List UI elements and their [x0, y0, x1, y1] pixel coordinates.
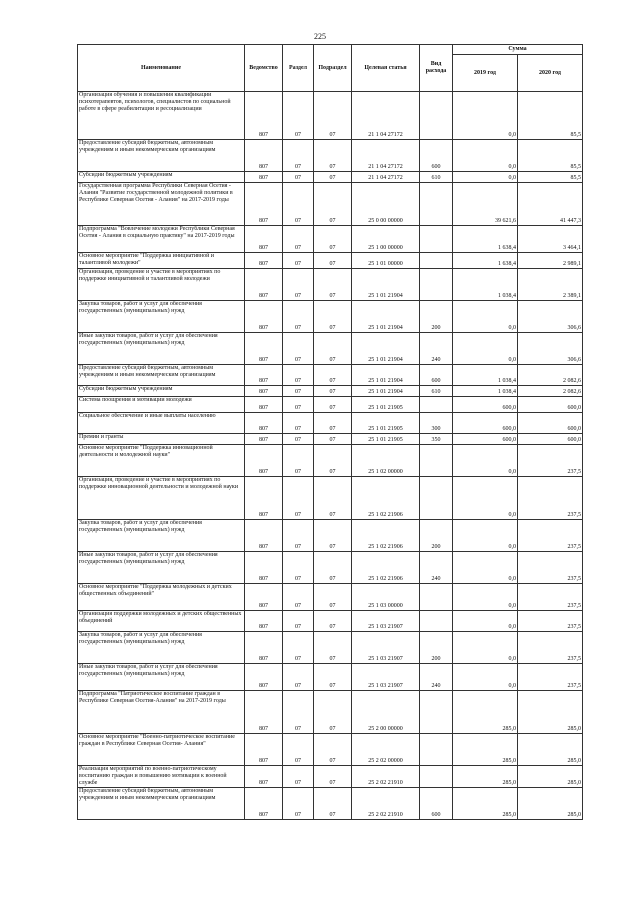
- row-section: 07: [283, 140, 314, 172]
- row-type: 600: [420, 140, 453, 172]
- row-2019: 600,0: [453, 413, 518, 434]
- row-subsection: 07: [314, 183, 352, 226]
- header-sum: Сумма: [453, 45, 583, 55]
- row-dept: 807: [245, 386, 283, 397]
- table-row: [78, 632, 583, 664]
- row-name: Субсидии бюджетным учреждениям: [78, 172, 245, 183]
- row-dept: 807: [245, 477, 283, 520]
- row-section: 07: [283, 397, 314, 413]
- row-subsection: 07: [314, 520, 352, 552]
- row-type: [420, 253, 453, 269]
- row-target: 25 2 02 21910: [352, 788, 420, 820]
- row-2020: 2 082,6: [518, 386, 583, 397]
- row-dept: 807: [245, 788, 283, 820]
- row-2019: 0,0: [453, 333, 518, 365]
- row-name: Организация обучения и повышения квалификации психотерапевтов, психологов, специалистов по социальной работе в сфере реабилитации и ресоциализации: [78, 92, 245, 140]
- row-name: Премии и гранты: [78, 434, 245, 445]
- row-type: [420, 584, 453, 611]
- row-2019: 0,0: [453, 664, 518, 691]
- row-name: Подпрограмма "Патриотическое воспитание граждан в Республике Северная Осетия-Алания" на 2017-2019 годы: [78, 691, 245, 734]
- page-number: 225: [314, 32, 326, 41]
- row-target: 21 1 04 27172: [352, 140, 420, 172]
- row-type: 600: [420, 365, 453, 386]
- row-name: Иные закупки товаров, работ и услуг для обеспечения государственных (муниципальных) нужд: [78, 552, 245, 584]
- table-row: [78, 611, 583, 632]
- row-type: [420, 183, 453, 226]
- row-target: 25 1 01 21904: [352, 269, 420, 301]
- row-dept: 807: [245, 172, 283, 183]
- row-section: 07: [283, 253, 314, 269]
- row-dept: 807: [245, 333, 283, 365]
- row-section: 07: [283, 520, 314, 552]
- row-name: Основное мероприятие "Поддержка молодежных и детских общественных объединений": [78, 584, 245, 611]
- row-dept: 807: [245, 397, 283, 413]
- row-type: [420, 397, 453, 413]
- row-type: 350: [420, 434, 453, 445]
- header-2020: 2020 год: [518, 55, 583, 92]
- row-2020: 285,0: [518, 766, 583, 788]
- table-row: [78, 445, 583, 477]
- row-section: 07: [283, 386, 314, 397]
- table-row: [78, 140, 583, 172]
- table-row: [78, 766, 583, 788]
- row-2019: 0,0: [453, 92, 518, 140]
- row-2020: 237,5: [518, 520, 583, 552]
- row-type: [420, 445, 453, 477]
- row-dept: 807: [245, 584, 283, 611]
- row-section: 07: [283, 434, 314, 445]
- row-target: 25 1 03 00000: [352, 584, 420, 611]
- table-row: [78, 92, 583, 140]
- row-section: 07: [283, 333, 314, 365]
- table-row: [78, 477, 583, 520]
- table-row: [78, 664, 583, 691]
- row-subsection: 07: [314, 269, 352, 301]
- row-dept: 807: [245, 92, 283, 140]
- row-type: 600: [420, 788, 453, 820]
- row-type: 200: [420, 632, 453, 664]
- table-row: [78, 269, 583, 301]
- row-target: 25 1 00 00000: [352, 226, 420, 253]
- row-subsection: 07: [314, 253, 352, 269]
- table-row: [78, 434, 583, 445]
- row-2020: 285,0: [518, 734, 583, 766]
- budget-table: [77, 44, 583, 820]
- row-2020: 2 082,6: [518, 365, 583, 386]
- row-2020: 237,5: [518, 664, 583, 691]
- row-name: Закупка товаров, работ и услуг для обеспечения государственных (муниципальных) нужд: [78, 520, 245, 552]
- row-2020: 2 389,1: [518, 269, 583, 301]
- row-2020: 3 464,1: [518, 226, 583, 253]
- row-2019: 1 038,4: [453, 386, 518, 397]
- row-2020: 285,0: [518, 691, 583, 734]
- row-2019: 1 638,4: [453, 253, 518, 269]
- row-dept: 807: [245, 766, 283, 788]
- row-name: Закупка товаров, работ и услуг для обеспечения государственных (муниципальных) нужд: [78, 632, 245, 664]
- row-2020: 85,5: [518, 172, 583, 183]
- row-2020: 237,5: [518, 445, 583, 477]
- row-target: 25 1 03 21907: [352, 632, 420, 664]
- table-row: [78, 397, 583, 413]
- row-2019: 285,0: [453, 766, 518, 788]
- row-subsection: 07: [314, 413, 352, 434]
- row-section: 07: [283, 611, 314, 632]
- row-subsection: 07: [314, 172, 352, 183]
- row-subsection: 07: [314, 734, 352, 766]
- table-row: [78, 413, 583, 434]
- row-dept: 807: [245, 611, 283, 632]
- row-name: Предоставление субсидий бюджетным, автономным учреждениям и иным некоммерческим организациям: [78, 788, 245, 820]
- table-row: [78, 691, 583, 734]
- row-name: Предоставление субсидий бюджетным, автономным учреждениям и иным некоммерческим организациям: [78, 365, 245, 386]
- row-type: 200: [420, 301, 453, 333]
- row-subsection: 07: [314, 365, 352, 386]
- table-row: [78, 333, 583, 365]
- table-row: [78, 584, 583, 611]
- row-target: 25 1 01 21904: [352, 333, 420, 365]
- row-dept: 807: [245, 734, 283, 766]
- header-target: Целевая статья: [352, 45, 420, 92]
- row-dept: 807: [245, 365, 283, 386]
- row-dept: 807: [245, 269, 283, 301]
- row-type: [420, 766, 453, 788]
- row-2019: 0,0: [453, 632, 518, 664]
- row-2020: 2 989,1: [518, 253, 583, 269]
- row-section: 07: [283, 584, 314, 611]
- row-section: 07: [283, 552, 314, 584]
- table-row: [78, 552, 583, 584]
- row-name: Социальное обеспечение и иные выплаты населению: [78, 413, 245, 434]
- row-name: Основное мероприятие "Военно-патриотическое воспитание граждан в Республике Северная Осетия- Алания": [78, 734, 245, 766]
- row-section: 07: [283, 691, 314, 734]
- table-row: [78, 226, 583, 253]
- row-subsection: 07: [314, 301, 352, 333]
- row-2019: 285,0: [453, 734, 518, 766]
- row-target: 25 1 01 21904: [352, 365, 420, 386]
- row-section: 07: [283, 413, 314, 434]
- row-target: 25 1 02 00000: [352, 445, 420, 477]
- row-target: 25 1 01 21904: [352, 386, 420, 397]
- row-2020: 600,0: [518, 397, 583, 413]
- row-2019: 0,0: [453, 445, 518, 477]
- row-type: 200: [420, 520, 453, 552]
- row-2019: 285,0: [453, 788, 518, 820]
- row-dept: 807: [245, 445, 283, 477]
- row-2019: 0,0: [453, 172, 518, 183]
- table-row: [78, 788, 583, 820]
- table-header: [78, 45, 583, 92]
- row-2020: 306,6: [518, 333, 583, 365]
- table-row: [78, 172, 583, 183]
- row-2020: 85,5: [518, 92, 583, 140]
- row-section: 07: [283, 445, 314, 477]
- row-name: Реализация мероприятий по военно-патриотическому воспитанию граждан и повышению мотивации к военной службе: [78, 766, 245, 788]
- row-section: 07: [283, 226, 314, 253]
- row-subsection: 07: [314, 691, 352, 734]
- row-dept: 807: [245, 183, 283, 226]
- table-row: [78, 253, 583, 269]
- table-row: [78, 365, 583, 386]
- row-name: Предоставление субсидий бюджетным, автономным учреждениям и иным некоммерческим организациям: [78, 140, 245, 172]
- row-name: Основное мероприятие "Поддержка инициативной и талантливой молодежи": [78, 253, 245, 269]
- row-subsection: 07: [314, 333, 352, 365]
- row-dept: 807: [245, 226, 283, 253]
- row-target: 25 1 02 21906: [352, 552, 420, 584]
- row-name: Подпрограмма "Вовлечение молодежи Республики Северная Осетия - Алания в социальную практику" на 2017-2019 годы: [78, 226, 245, 253]
- row-2019: 1 038,4: [453, 269, 518, 301]
- row-dept: 807: [245, 413, 283, 434]
- row-type: 240: [420, 333, 453, 365]
- row-target: 25 1 02 21906: [352, 477, 420, 520]
- header-2019: 2019 год: [453, 55, 518, 92]
- row-2020: 237,5: [518, 611, 583, 632]
- row-2019: 1 638,4: [453, 226, 518, 253]
- row-type: 240: [420, 552, 453, 584]
- row-dept: 807: [245, 253, 283, 269]
- row-section: 07: [283, 766, 314, 788]
- row-target: 25 1 01 00000: [352, 253, 420, 269]
- row-target: 25 2 02 00000: [352, 734, 420, 766]
- row-subsection: 07: [314, 140, 352, 172]
- row-subsection: 07: [314, 92, 352, 140]
- row-section: 07: [283, 172, 314, 183]
- row-2019: 600,0: [453, 397, 518, 413]
- row-2019: 0,0: [453, 611, 518, 632]
- row-type: 610: [420, 386, 453, 397]
- row-target: 25 1 03 21907: [352, 611, 420, 632]
- row-section: 07: [283, 365, 314, 386]
- row-target: 25 2 02 21910: [352, 766, 420, 788]
- row-subsection: 07: [314, 664, 352, 691]
- row-name: Система поощрения и мотивации молодежи: [78, 397, 245, 413]
- row-dept: 807: [245, 140, 283, 172]
- row-subsection: 07: [314, 766, 352, 788]
- row-2020: 306,6: [518, 301, 583, 333]
- row-section: 07: [283, 301, 314, 333]
- row-subsection: 07: [314, 788, 352, 820]
- table-row: [78, 386, 583, 397]
- row-type: [420, 226, 453, 253]
- row-target: 21 1 04 27172: [352, 172, 420, 183]
- row-section: 07: [283, 92, 314, 140]
- row-target: 25 1 01 21905: [352, 413, 420, 434]
- row-subsection: 07: [314, 434, 352, 445]
- row-subsection: 07: [314, 445, 352, 477]
- row-section: 07: [283, 477, 314, 520]
- row-subsection: 07: [314, 584, 352, 611]
- row-section: 07: [283, 632, 314, 664]
- row-type: [420, 269, 453, 301]
- row-type: [420, 477, 453, 520]
- row-target: 25 1 01 21905: [352, 397, 420, 413]
- header-type: Вид расхода: [420, 45, 453, 92]
- row-2020: 237,5: [518, 552, 583, 584]
- row-2019: 0,0: [453, 140, 518, 172]
- row-2019: 39 621,6: [453, 183, 518, 226]
- table-row: [78, 301, 583, 333]
- row-name: Иные закупки товаров, работ и услуг для обеспечения государственных (муниципальных) нужд: [78, 664, 245, 691]
- table-row: [78, 734, 583, 766]
- row-2020: 600,0: [518, 413, 583, 434]
- row-name: Субсидии бюджетным учреждениям: [78, 386, 245, 397]
- table-body: [78, 92, 583, 820]
- row-target: 25 0 00 00000: [352, 183, 420, 226]
- row-section: 07: [283, 269, 314, 301]
- row-2019: 600,0: [453, 434, 518, 445]
- row-subsection: 07: [314, 632, 352, 664]
- row-2019: 0,0: [453, 584, 518, 611]
- row-section: 07: [283, 788, 314, 820]
- row-target: 25 1 01 21905: [352, 434, 420, 445]
- header-section: Раздел: [283, 45, 314, 92]
- row-type: [420, 611, 453, 632]
- row-name: Организация поддержки молодежных и детских общественных объединений: [78, 611, 245, 632]
- row-section: 07: [283, 183, 314, 226]
- row-type: 240: [420, 664, 453, 691]
- row-2019: 0,0: [453, 552, 518, 584]
- row-name: Организация, проведение и участие в мероприятиях по поддержке инновационной деятельности и молодежной науки: [78, 477, 245, 520]
- row-target: 25 1 03 21907: [352, 664, 420, 691]
- row-name: Закупка товаров, работ и услуг для обеспечения государственных (муниципальных) нужд: [78, 301, 245, 333]
- row-subsection: 07: [314, 226, 352, 253]
- row-2020: 85,5: [518, 140, 583, 172]
- row-name: Основное мероприятие "Поддержка инновационной деятельности и молодежной науки": [78, 445, 245, 477]
- row-type: [420, 92, 453, 140]
- header-name: Наименование: [78, 45, 245, 92]
- row-2020: 237,5: [518, 632, 583, 664]
- row-name: Организация, проведение и участие в мероприятиях по поддержке инициативной и талантливой молодежи: [78, 269, 245, 301]
- row-subsection: 07: [314, 552, 352, 584]
- row-subsection: 07: [314, 386, 352, 397]
- row-section: 07: [283, 734, 314, 766]
- row-section: 07: [283, 664, 314, 691]
- row-dept: 807: [245, 552, 283, 584]
- table-row: [78, 520, 583, 552]
- row-type: 300: [420, 413, 453, 434]
- row-2019: 0,0: [453, 520, 518, 552]
- row-2019: 1 038,4: [453, 365, 518, 386]
- row-type: 610: [420, 172, 453, 183]
- header-subsection: Подраздел: [314, 45, 352, 92]
- row-target: 25 2 00 00000: [352, 691, 420, 734]
- row-target: 21 1 04 27172: [352, 92, 420, 140]
- row-name: Иные закупки товаров, работ и услуг для обеспечения государственных (муниципальных) нужд: [78, 333, 245, 365]
- row-2019: 0,0: [453, 477, 518, 520]
- row-dept: 807: [245, 301, 283, 333]
- row-subsection: 07: [314, 477, 352, 520]
- row-target: 25 1 02 21906: [352, 520, 420, 552]
- row-2020: 41 447,3: [518, 183, 583, 226]
- row-2020: 600,0: [518, 434, 583, 445]
- row-subsection: 07: [314, 611, 352, 632]
- table-row: [78, 183, 583, 226]
- row-2020: 237,5: [518, 477, 583, 520]
- row-dept: 807: [245, 632, 283, 664]
- row-2020: 285,0: [518, 788, 583, 820]
- row-name: Государственная программа Республики Северная Осетия - Алания "Развитие государственной молодежной политики в Республике Северная Осетия - Алания" на 2017-2019 годы: [78, 183, 245, 226]
- row-2019: 0,0: [453, 301, 518, 333]
- row-dept: 807: [245, 520, 283, 552]
- row-dept: 807: [245, 664, 283, 691]
- row-2020: 237,5: [518, 584, 583, 611]
- row-type: [420, 691, 453, 734]
- header-dept: Ведомство: [245, 45, 283, 92]
- row-dept: 807: [245, 691, 283, 734]
- row-type: [420, 734, 453, 766]
- row-2019: 285,0: [453, 691, 518, 734]
- row-dept: 807: [245, 434, 283, 445]
- row-subsection: 07: [314, 397, 352, 413]
- row-target: 25 1 01 21904: [352, 301, 420, 333]
